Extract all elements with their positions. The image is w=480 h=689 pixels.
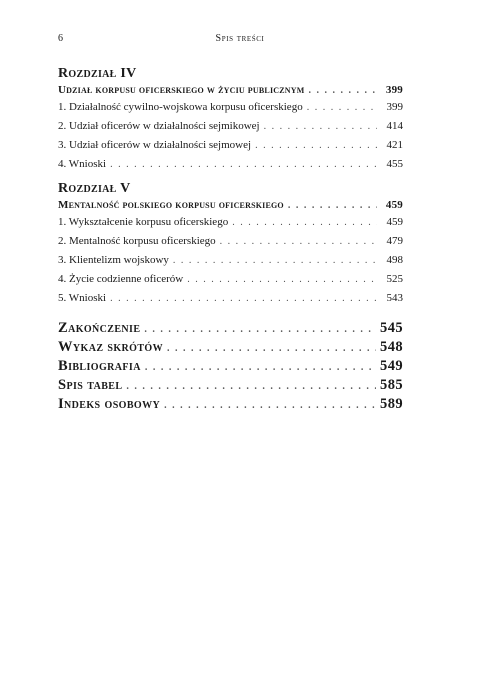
leader-dots <box>164 396 376 415</box>
entry-page: 399 <box>386 101 403 113</box>
running-title: Spis treści <box>215 33 265 44</box>
toc-entry[interactable] <box>58 232 403 251</box>
entry-label: Zakończenie <box>58 320 141 336</box>
entry-page: 498 <box>386 254 403 266</box>
entry-page: 479 <box>386 235 403 247</box>
section-entry-indeks-osobowy[interactable] <box>58 395 403 414</box>
entry-label: 3. Klientelizm wojskowy <box>58 254 169 266</box>
entry-label: 2. Udział oficerów w działalności sejmikowej <box>58 120 260 132</box>
leader-dots <box>255 136 377 155</box>
section-entry-zakonczenie[interactable] <box>58 319 403 338</box>
leader-dots <box>173 251 377 270</box>
leader-dots <box>144 320 376 339</box>
running-head <box>58 33 422 47</box>
chapter-heading: Rozdział IV <box>58 66 137 81</box>
leader-dots <box>126 377 376 396</box>
toc-entry[interactable] <box>58 270 403 289</box>
entry-label: Spis tabel <box>58 377 123 393</box>
entry-label: Bibliografia <box>58 358 141 374</box>
toc-entry[interactable] <box>58 117 403 136</box>
entry-page: 455 <box>386 158 403 170</box>
spacer <box>58 174 403 181</box>
leader-dots <box>307 98 377 117</box>
toc-entry[interactable] <box>58 136 403 155</box>
entry-label: Indeks osobowy <box>58 396 161 412</box>
toc-entry[interactable] <box>58 251 403 270</box>
toc-entry[interactable] <box>58 155 403 174</box>
entry-label: 1. Wykształcenie korpusu oficerskiego <box>58 216 229 228</box>
entry-label: Wykaz skrótów <box>58 339 164 355</box>
entry-label: 4. Życie codzienne oficerów <box>58 273 184 285</box>
entry-page: 548 <box>380 339 403 355</box>
leader-dots <box>220 232 377 251</box>
leader-dots <box>264 117 377 136</box>
section-entry-bibliografia[interactable] <box>58 357 403 376</box>
entry-page: 421 <box>386 139 403 151</box>
entry-page: 525 <box>386 273 403 285</box>
entry-label: 2. Mentalność korpusu oficerskiego <box>58 235 216 247</box>
entry-page: 585 <box>380 377 403 393</box>
entry-page: 399 <box>385 84 403 96</box>
chapter-title-entry[interactable] <box>58 82 403 98</box>
entry-label: Mentalność polskiego korpusu oficerskiego <box>58 199 284 211</box>
entry-label: 4. Wnioski <box>58 158 107 170</box>
spacer <box>58 308 403 319</box>
entry-label: 1. Działalność cywilno-wojskowa korpusu oficerskiego <box>58 101 303 113</box>
leader-dots <box>232 213 377 232</box>
leader-dots <box>167 339 376 358</box>
page-number: 6 <box>58 33 63 44</box>
chapter-title-entry[interactable] <box>58 197 403 213</box>
leader-dots <box>145 358 376 377</box>
chapter-heading: Rozdział V <box>58 181 131 196</box>
entry-page: 589 <box>380 396 403 412</box>
entry-label: Udział korpusu oficerskiego w życiu publicznym <box>58 84 305 96</box>
entry-label: 5. Wnioski <box>58 292 107 304</box>
entry-page: 459 <box>385 199 403 211</box>
entry-page: 414 <box>386 120 403 132</box>
toc-entry[interactable] <box>58 213 403 232</box>
entry-page: 459 <box>386 216 403 228</box>
section-entry-spis-tabel[interactable] <box>58 376 403 395</box>
entry-page: 545 <box>380 320 403 336</box>
entry-label: 3. Udział oficerów w działalności sejmowej <box>58 139 252 151</box>
entry-page: 543 <box>386 292 403 304</box>
leader-dots <box>308 83 377 99</box>
table-of-contents <box>58 66 403 414</box>
leader-dots <box>187 270 377 289</box>
toc-entry[interactable] <box>58 289 403 308</box>
leader-dots <box>110 155 377 174</box>
section-entry-wykaz-skrotow[interactable] <box>58 338 403 357</box>
leader-dots <box>110 289 377 308</box>
toc-entry[interactable] <box>58 98 403 117</box>
entry-page: 549 <box>380 358 403 374</box>
leader-dots <box>288 198 377 214</box>
